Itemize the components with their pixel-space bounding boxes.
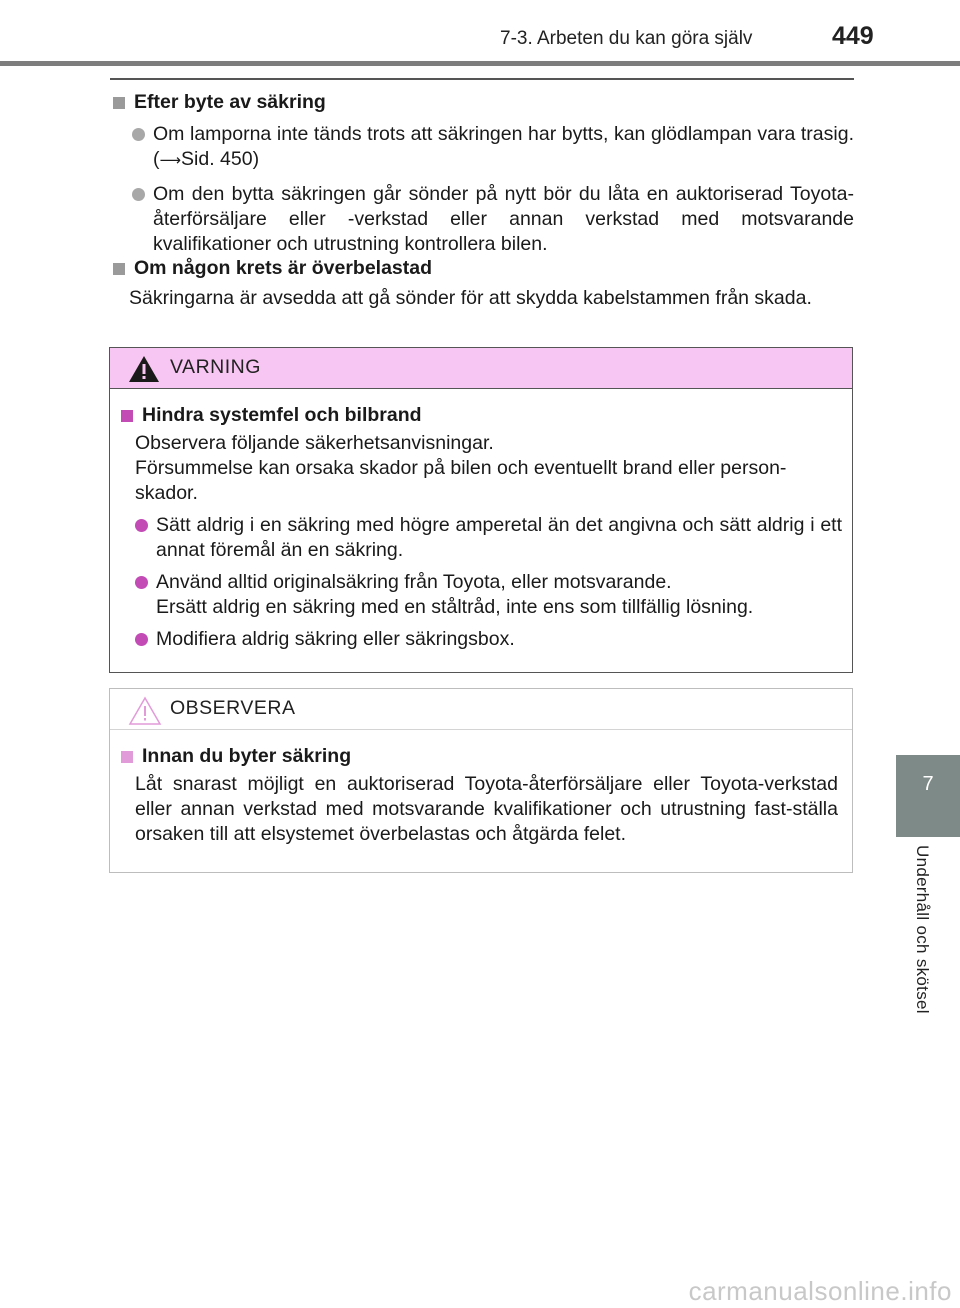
heading-text: Innan du byter säkring [142,745,352,767]
notice-title: OBSERVERA [170,697,296,719]
bullet-text: Modifiera aldrig säkring eller säkringsbox. [156,628,515,650]
list-item [110,122,854,173]
round-bullet-icon [135,519,148,532]
notice-heading [118,744,842,769]
round-bullet-icon [135,576,148,589]
list-item [118,513,842,563]
bullet-text: Om den bytta säkringen går sönder på nytt bör du låta en auktoriserad Toyota-återförsäljare eller -verkstad eller annan verkstad med motsvarande kvalifikationer och utrustning kontrollera bilen. [153,183,854,255]
intro-line: Observera följande säkerhetsanvisningar. [135,432,494,454]
square-bullet-icon [113,263,125,275]
caution-triangle-icon [128,696,162,726]
bullet-text: Sätt aldrig i en säkring med högre amperetal än det angivna och sätt aldrig i ett annat föremål än en säkring. [156,514,842,561]
warning-box [109,347,853,673]
warning-intro [118,431,842,506]
chapter-tab[interactable]: 7 [896,755,960,837]
bullet-text: Använd alltid originalsäkring från Toyota, eller motsvarande. Ersätt aldrig en säkring med en ståltråd, inte ens som tillfällig lösning. [156,571,754,618]
warning-body [110,389,852,670]
warning-header [110,348,852,389]
round-bullet-icon [135,633,148,646]
warning-heading [118,403,842,428]
page-reference-link[interactable]: Sid. 450 [181,148,253,170]
section-heading [110,256,854,281]
heading-text: Om någon krets är överbelastad [134,257,433,279]
round-bullet-icon [132,128,145,141]
section-after-fuse-change [110,90,854,257]
warning-title: VARNING [170,356,261,378]
notice-box [109,688,853,873]
paragraph: Säkringarna är avsedda att gå sönder för att skydda kabelstammen från skada. [129,287,812,309]
bullet-text: Om lamporna inte tänds trots att säkringen har bytts, kan glödlampan vara trasig. (⟶Sid. 450) [153,123,854,170]
warning-triangle-icon [128,355,160,383]
header-rule [0,61,960,66]
notice-header [110,689,852,730]
watermark: carmanualsonline.info [688,1276,952,1306]
heading-text: Efter byte av säkring [134,91,326,113]
heading-text: Hindra systemfel och bilbrand [142,404,422,426]
square-bullet-icon [113,97,125,109]
square-bullet-icon [121,410,133,422]
section-heading [110,90,854,115]
notice-body [110,730,852,865]
paragraph: Låt snarast möjligt en auktoriserad Toyota-återförsäljare eller Toyota-verkstad eller annan verkstad med motsvarande kvalifikationer och utrustning fast-ställa orsaken till att elsystemet överbelastas och åtgärda felet. [135,773,838,845]
intro-line: Försummelse kan orsaka skador på bilen och eventuellt brand eller person-skador. [135,457,787,504]
square-bullet-icon [121,751,133,763]
section-overloaded-circuit [110,256,854,311]
round-bullet-icon [132,188,145,201]
content-rule [110,78,854,80]
list-item [118,570,842,620]
arrow-icon: ⟶ [159,152,182,169]
list-item [118,627,842,652]
section-title: 7-3. Arbeten du kan göra själv [500,28,753,49]
page-number: 449 [832,22,874,50]
list-item [110,182,854,257]
chapter-label: Underhåll och skötsel [913,845,932,1014]
